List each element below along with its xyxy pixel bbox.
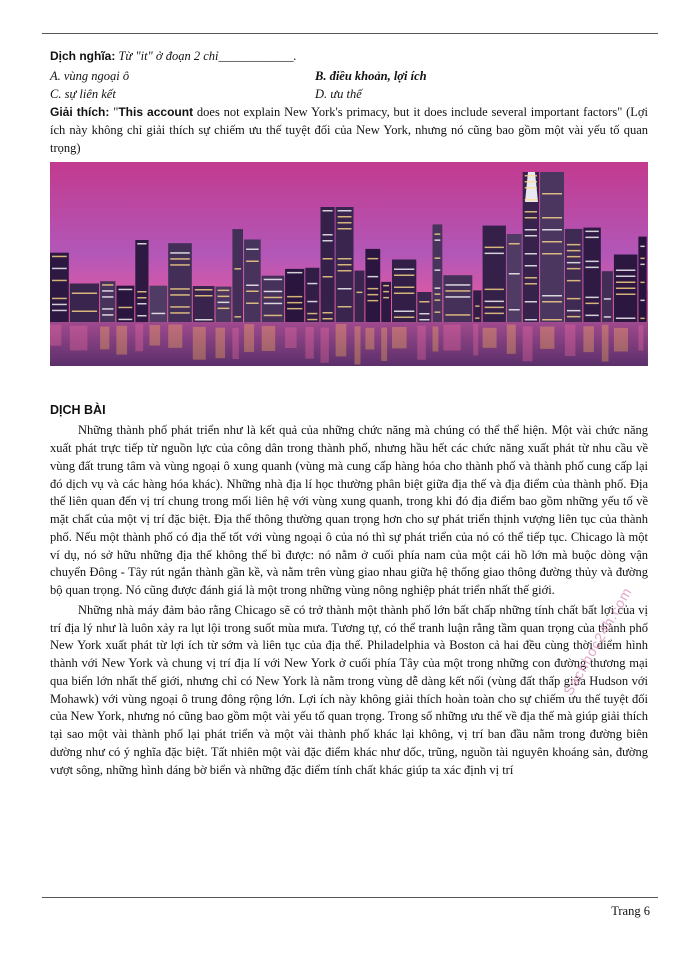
explanation-quote-rest: does not explain New York's primacy, but it does include several important factors" (Lợi ích này không chỉ giải thích sự chiếm ưu thế tuyệt đối của New York, nhưng nó cũng bao gồm một vài yếu tố quan trọng) (50, 104, 649, 155)
header-rule (42, 33, 658, 34)
explanation-quote-open: " (113, 104, 119, 119)
watermark: Sachhoc24h.com (560, 584, 635, 698)
translation-paragraph-1: Những thành phố phát triển như là kết quả của những chức năng mà chúng có thể thể hiện. Một vài chức năng xuất phát trực tiếp từ nguồn lực của công dân trong thành phố, nhưng hầu hết các chức năng xuất phát từ nhu cầu về vùng đất trung tâm và vùng ngoại ô xung quanh (vùng mà cung cấp hàng hóa cho thành phố và thành phố cung cấp lại đó dịch vụ và các hàng hóa khác). Những nhà địa lí học thường phân biệt giữa địa thế và địa điểm của thành phố. Địa thế liên quan đến vị trí chung trong mối liên hệ với vùng xung quanh, trong khi đó địa điểm bao gồm những yếu tố về mặt chất của một vị trí đặc biệt. Địa thế thông thường quan trọng hơn cho sự phát triển thịnh vượng liên tục của thành phố. Nếu một thành phố có địa thế tốt với vùng ngoại ô của nó thì sự phát triển của nó có thể tiếp tục. Chicago là một ví dụ, nó sở hữu những địa thế không thể bì được: nó nằm ở cuối phía nam của một cái hồ lớn mà buộc dòng vận chuyển Đông - Tây rút ngắn thành gần kề, và nằm trên vùng giao nhau giữa hệ thống giao thông đường thủy và đường bộ quan trọng. Nó cũng được đánh giá là một trong những vùng nông nghiệp phát triển nhất thế giới. (50, 423, 648, 598)
translation-heading: DỊCH BÀI (50, 403, 106, 418)
explanation (50, 104, 648, 158)
question (50, 48, 648, 66)
explanation-quote-bold: This account (118, 104, 194, 119)
option-d: D. ưu thế (315, 86, 362, 101)
option-a: A. vùng ngoại ô (50, 68, 130, 83)
footer-rule (42, 897, 658, 898)
city-skyline-image (50, 162, 648, 366)
question-text: Từ "it" ở đoạn 2 chỉ____________. (118, 49, 297, 63)
option-c: C. sự liên kết (50, 86, 116, 101)
translation-paragraph-2: Những nhà máy đảm bảo rằng Chicago sẽ có trở thành một thành phố lớn bất chấp những tính chất bất lợi của vị trí địa lý như là luôn xảy ra lụt lội trong suốt mùa mưa. Tương tự, có thể tranh luận rằng tầm quan trọng của thành phố New York xuất phát từ lợi ích từ sớm và liên tục của địa thế. Philadelphia và Boston cả hai đều cùng thời điểm hình thành với New York và chung vị trí địa lí với New York ở cuối phía Tây của một trong những con đường thương mại qua biển lớn nhất thế giới, nhưng chỉ có New York là nằm trong vùng dễ dàng kết nối (vùng đất thấp giữa Hudson với Mohawk) với vùng ngoại ô trung đông rộng lớn. Lợi ích này không giải thích hoàn toàn cho sự chiếm ưu thế tuyệt đối của New York, nhưng nó cũng bao gồm một vài yếu tố quan trọng. Trong số những ưu thế về địa thế mà giúp giải thích tại sao một vài thành phố lại phát triển và một vài thành phố khác lại không, vị trí ban đầu nằm trong đường biên dường như có ý nghĩa đặc biệt. Tất nhiên một vài đặc điểm khác như dốc, trũng, nguồn tài nguyên khoáng sản, đường vượt sông, những hình dáng bờ biển và những đặc điểm tính chất khác giúp ta xác định vị trí (50, 602, 648, 777)
page-content (50, 48, 648, 779)
question-label: Dịch nghĩa: (50, 49, 116, 63)
answer-options (50, 68, 648, 104)
option-b-correct: B. điều khoản, lợi ích (315, 68, 427, 83)
page-number: Trang 6 (611, 904, 650, 918)
explanation-label: Giải thích: (50, 104, 110, 119)
